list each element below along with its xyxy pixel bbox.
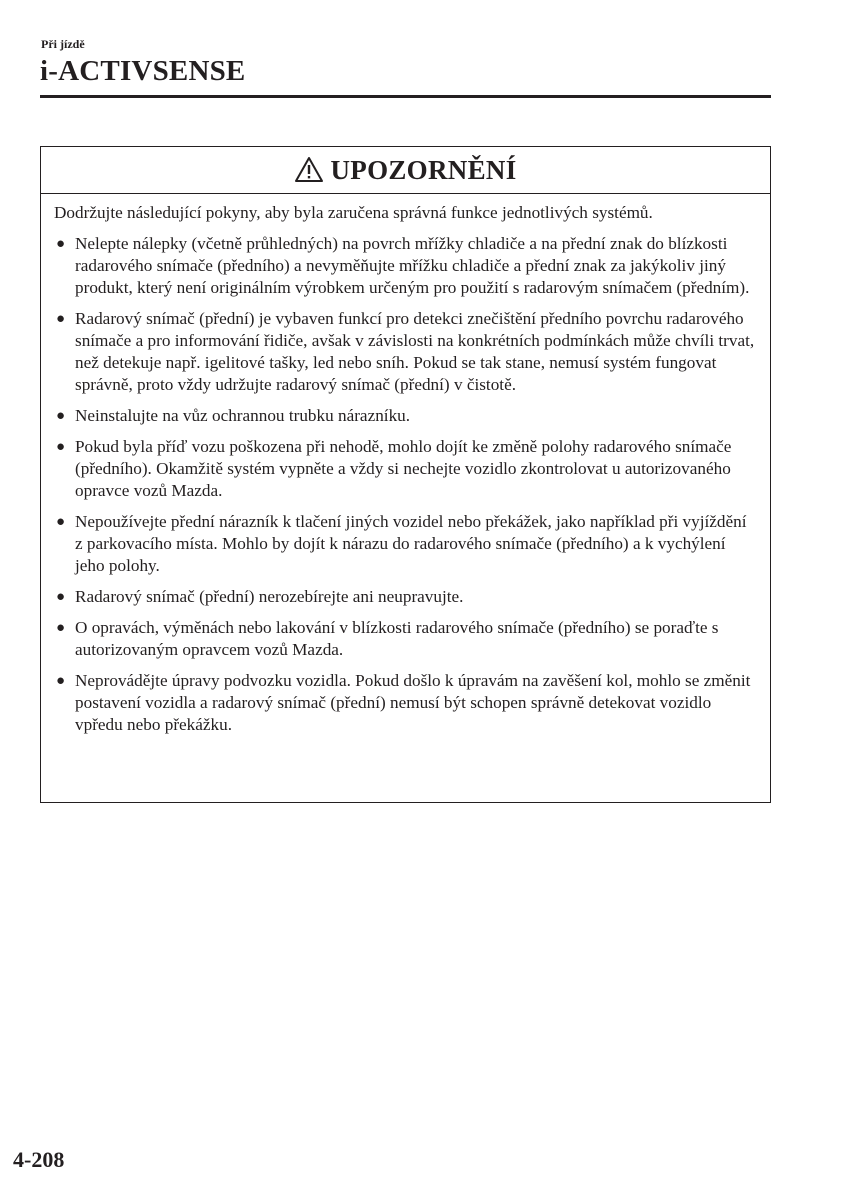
list-item: ● Neprovádějte úpravy podvozku vozidla. Pokud došlo k úpravám na zavěšení kol, mohlo se změnit postavení vozidla a radarový snímač (přední) nemusí být schopen správně detekovat vozidlo vpředu nebo překážku. [56,671,751,734]
bullet-icon: ● [56,408,66,424]
list-item: ● Pokud byla příď vozu poškozena při nehodě, mohlo dojít ke změně polohy radarového snímače (předního). Okamžitě systém vypněte a vždy si nechejte vozidlo zkontrolovat u autorizovaného opravce vozů Mazda. [56,437,732,500]
list-item: ● Radarový snímač (přední) nerozebírejte ani neupravujte. [56,587,464,606]
list-item: ● Radarový snímač (přední) je vybaven funkcí pro detekci znečištění předního povrchu radarového snímače a pro informování řidiče, avšak v závislosti na konkrétních podmínkách může chvíli trvat, než detekuje např. igelitové tašky, led nebo sníh. Pokud se tak stane, nemusí systém fungovat správně, proto vždy udržujte radarový snímač (přední) v čistotě. [56,309,755,394]
bullet-icon: ● [56,620,66,636]
list-item: ● Nelepte nálepky (včetně průhledných) na povrch mřížky chladiče a na přední znak do blízkosti radarového snímače (předního) a nevyměňujte mřížku chladiče a přední znak za jakýkoliv jiný produkt, který není originálním výrobkem určeným pro použití s radarovým snímačem (předním). [56,234,750,297]
warning-intro: Dodržujte následující pokyny, aby byla zaručena správná funkce jednotlivých systémů. [54,203,653,222]
list-item: ● O opravách, výměnách nebo lakování v blízkosti radarového snímače (předního) se poraďte s autorizovaným opravcem vozů Mazda. [56,618,719,659]
warning-title: UPOZORNĚNÍ [330,154,517,185]
list-item: ● Neinstalujte na vůz ochrannou trubku nárazníku. [56,406,411,425]
page-title: i-ACTIVSENSE [40,55,246,87]
section-label: Při jízdě [41,37,85,51]
warning-box [40,146,771,803]
warning-list [54,233,757,736]
bullet-icon: ● [56,514,66,530]
title-rule [40,95,771,98]
bullet-icon: ● [56,673,66,689]
bullet-icon: ● [56,311,66,327]
bullet-icon: ● [56,589,66,605]
warning-body [41,194,770,736]
warning-triangle-icon [294,156,324,183]
warning-header [41,147,770,194]
bullet-icon: ● [56,439,66,455]
page-number: 4-208 [13,1147,65,1172]
list-item: ● Nepoužívejte přední nárazník k tlačení jiných vozidel nebo překážek, jako například při vyjíždění z parkovacího místa. Mohlo by dojít k nárazu do radarového snímače (předního) a k vychýlení jeho polohy. [56,512,747,575]
bullet-icon: ● [56,236,66,252]
